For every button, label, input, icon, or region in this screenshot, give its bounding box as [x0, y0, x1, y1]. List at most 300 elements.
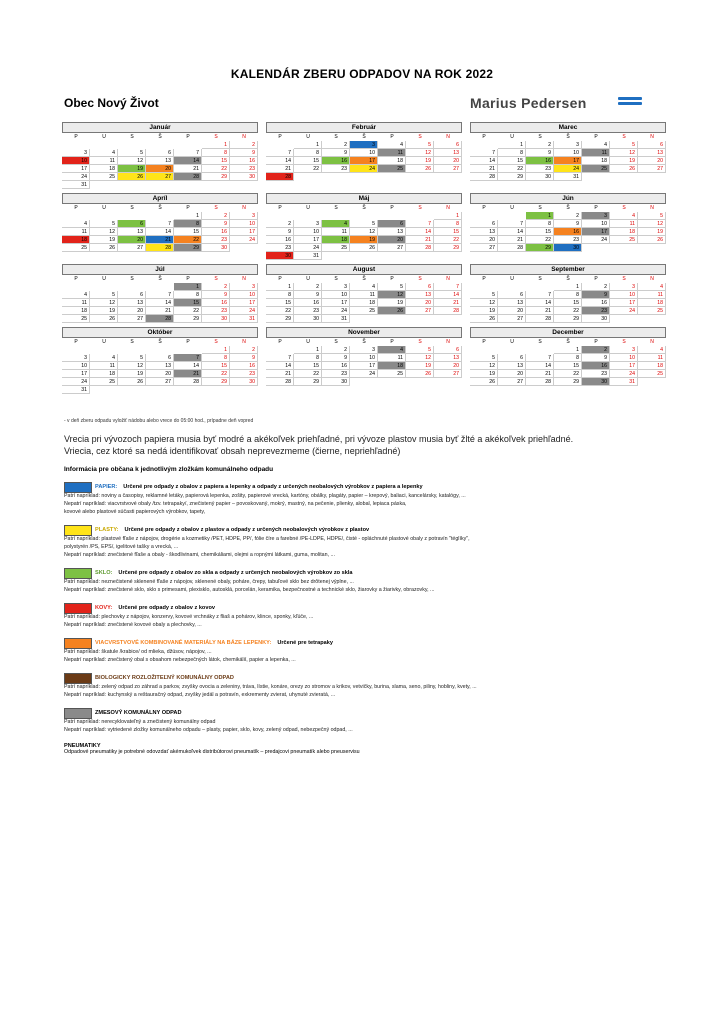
weekday-label: P	[278, 276, 282, 282]
day-cell: 30	[554, 244, 582, 252]
day-cell: 15	[554, 362, 582, 370]
day-cell: 24	[554, 165, 582, 173]
day-cell: 29	[526, 244, 554, 252]
day-cell: 10	[610, 291, 638, 299]
day-cell: 26	[406, 165, 434, 173]
day-cell: 13	[498, 362, 526, 370]
month-name: Máj	[266, 193, 462, 204]
day-cell: 22	[554, 370, 582, 378]
day-cell: 19	[470, 307, 498, 315]
day-cell: 24	[62, 173, 90, 181]
day-cell: 14	[526, 362, 554, 370]
weekday-label: S	[622, 134, 626, 140]
day-cell: 19	[118, 370, 146, 378]
weekday-label: N	[446, 205, 450, 211]
month-4	[62, 193, 258, 260]
day-cell: 14	[266, 362, 294, 370]
day-cell: 18	[638, 299, 666, 307]
day-cell: 24	[610, 370, 638, 378]
tires-title: PNEUMATIKY	[64, 743, 101, 749]
category-name: BIOLOGICKY ROZLOŽITEĽNÝ KOMUNÁLNY ODPAD	[95, 675, 234, 681]
empty-cell	[174, 346, 202, 354]
day-cell: 15	[294, 362, 322, 370]
day-cell: 4	[322, 220, 350, 228]
weekday-label: S	[622, 205, 626, 211]
day-cell: 15	[266, 299, 294, 307]
day-cell: 9	[202, 291, 230, 299]
weekday-label: P	[186, 134, 190, 140]
day-cell: 26	[470, 315, 498, 323]
day-cell: 24	[230, 307, 258, 315]
weekday-label: P	[74, 276, 78, 282]
weekday-label: S	[538, 134, 542, 140]
weekday-label: S	[418, 205, 422, 211]
day-cell: 6	[470, 220, 498, 228]
weekday-label: N	[650, 276, 654, 282]
day-cell: 17	[582, 228, 610, 236]
day-cell: 21	[174, 370, 202, 378]
category-line: Patrí napríklad: noviny a časopisy, reklamné letáky, papierová lepenka, zošity, papierové vrecká, kartóny, obálky, plagáty, papier – krepový, baliaci, kancelársky, katalógy, ...	[64, 493, 466, 499]
day-cell: 5	[638, 212, 666, 220]
day-cell: 28	[174, 378, 202, 386]
day-cell: 4	[638, 346, 666, 354]
empty-cell	[118, 212, 146, 220]
days-grid	[62, 283, 258, 323]
days-grid	[266, 212, 462, 260]
day-cell: 22	[202, 370, 230, 378]
day-cell: 25	[378, 370, 406, 378]
weekday-label: U	[510, 339, 514, 345]
day-cell: 16	[230, 157, 258, 165]
weekday-header	[470, 204, 666, 212]
day-cell: 12	[350, 228, 378, 236]
empty-cell	[378, 212, 406, 220]
day-cell: 11	[610, 220, 638, 228]
day-cell: 9	[322, 149, 350, 157]
weekday-label: Š	[362, 276, 366, 282]
day-cell: 18	[378, 362, 406, 370]
day-cell: 10	[230, 220, 258, 228]
day-cell: 27	[434, 370, 462, 378]
month-name: Júl	[62, 264, 258, 275]
month-5	[266, 193, 462, 260]
day-cell: 21	[526, 370, 554, 378]
empty-cell	[470, 283, 498, 291]
days-grid	[470, 283, 666, 323]
day-cell: 1	[174, 212, 202, 220]
weekday-label: S	[538, 339, 542, 345]
day-cell: 3	[230, 283, 258, 291]
day-cell: 17	[322, 299, 350, 307]
day-cell: 3	[582, 212, 610, 220]
day-cell: 26	[350, 244, 378, 252]
day-cell: 29	[294, 378, 322, 386]
day-cell: 8	[266, 291, 294, 299]
month-1	[62, 122, 258, 189]
day-cell: 21	[174, 165, 202, 173]
weekday-label: P	[74, 134, 78, 140]
day-cell: 12	[610, 149, 638, 157]
day-cell: 21	[498, 236, 526, 244]
day-cell: 27	[470, 244, 498, 252]
day-cell: 7	[526, 354, 554, 362]
weekday-label: Š	[158, 276, 162, 282]
month-12	[470, 327, 666, 394]
weekday-header	[62, 338, 258, 346]
day-cell: 2	[230, 141, 258, 149]
day-cell: 7	[266, 354, 294, 362]
empty-cell	[470, 141, 498, 149]
day-cell: 20	[406, 299, 434, 307]
day-cell: 10	[322, 291, 350, 299]
day-cell: 28	[174, 173, 202, 181]
weekday-label: U	[102, 205, 106, 211]
municipality-name: Obec Nový Život	[64, 96, 159, 110]
weekday-label: S	[538, 276, 542, 282]
weekday-label: Š	[158, 205, 162, 211]
day-cell: 27	[146, 378, 174, 386]
weekday-label: S	[334, 205, 338, 211]
category-name: ZMESOVÝ KOMUNÁLNY ODPAD	[95, 710, 182, 716]
weekday-label: P	[594, 339, 598, 345]
day-cell: 12	[406, 354, 434, 362]
day-cell: 22	[174, 236, 202, 244]
day-cell: 8	[554, 354, 582, 362]
category-header	[64, 482, 664, 492]
day-cell: 30	[230, 378, 258, 386]
day-cell: 23	[202, 307, 230, 315]
day-cell: 17	[350, 157, 378, 165]
day-cell: 23	[582, 307, 610, 315]
brand-name: Marius Pedersen	[470, 95, 587, 111]
day-cell: 28	[146, 315, 174, 323]
day-cell: 7	[146, 291, 174, 299]
day-cell: 20	[118, 307, 146, 315]
day-cell: 4	[62, 220, 90, 228]
empty-cell	[266, 141, 294, 149]
day-cell: 15	[434, 228, 462, 236]
day-cell: 18	[90, 165, 118, 173]
weekday-label: S	[334, 134, 338, 140]
day-cell: 3	[554, 141, 582, 149]
day-cell: 5	[350, 220, 378, 228]
day-cell: 18	[610, 228, 638, 236]
day-cell: 4	[90, 149, 118, 157]
day-cell: 27	[638, 165, 666, 173]
weekday-label: N	[650, 339, 654, 345]
day-cell: 1	[294, 141, 322, 149]
day-cell: 1	[266, 283, 294, 291]
day-cell: 19	[470, 370, 498, 378]
day-cell: 3	[62, 149, 90, 157]
day-cell: 12	[118, 362, 146, 370]
day-cell: 17	[230, 228, 258, 236]
month-2	[266, 122, 462, 189]
day-cell: 1	[434, 212, 462, 220]
day-cell: 30	[266, 252, 294, 260]
day-cell: 3	[610, 346, 638, 354]
day-cell: 25	[90, 173, 118, 181]
day-cell: 27	[434, 165, 462, 173]
day-cell: 22	[526, 236, 554, 244]
day-cell: 15	[294, 157, 322, 165]
day-cell: 25	[638, 370, 666, 378]
weekday-label: Š	[566, 276, 570, 282]
empty-cell	[62, 212, 90, 220]
category-name: VIACVRSTVOVÉ KOMBINOVANÉ MATERIÁLY NA BÁZE LEPENKY:	[95, 640, 272, 646]
day-cell: 26	[118, 173, 146, 181]
empty-cell	[526, 346, 554, 354]
day-cell: 23	[554, 236, 582, 244]
day-cell: 31	[554, 173, 582, 181]
day-cell: 27	[498, 378, 526, 386]
category-desc: Určené pre odpady z obalov z kovov	[118, 605, 215, 611]
day-cell: 16	[582, 299, 610, 307]
day-cell: 18	[582, 157, 610, 165]
day-cell: 5	[90, 220, 118, 228]
day-cell: 24	[350, 370, 378, 378]
day-cell: 11	[350, 291, 378, 299]
weekday-label: S	[622, 276, 626, 282]
day-cell: 28	[146, 244, 174, 252]
day-cell: 6	[406, 283, 434, 291]
day-cell: 14	[470, 157, 498, 165]
day-cell: 1	[202, 141, 230, 149]
weekday-header	[266, 133, 462, 141]
day-cell: 28	[526, 378, 554, 386]
day-cell: 6	[498, 291, 526, 299]
day-cell: 24	[610, 307, 638, 315]
empty-cell	[266, 212, 294, 220]
day-cell: 22	[294, 165, 322, 173]
day-cell: 3	[350, 346, 378, 354]
waste-category	[64, 708, 664, 734]
day-cell: 18	[90, 370, 118, 378]
empty-cell	[90, 212, 118, 220]
day-cell: 6	[118, 291, 146, 299]
day-cell: 24	[350, 165, 378, 173]
day-cell: 27	[118, 244, 146, 252]
weekday-label: P	[278, 134, 282, 140]
day-cell: 17	[610, 299, 638, 307]
days-grid	[266, 346, 462, 386]
weekday-label: Š	[566, 205, 570, 211]
tires-section	[64, 743, 664, 755]
day-cell: 13	[406, 291, 434, 299]
day-cell: 8	[554, 291, 582, 299]
weekday-label: P	[482, 276, 486, 282]
day-cell: 1	[526, 212, 554, 220]
weekday-label: U	[306, 339, 310, 345]
empty-cell	[90, 346, 118, 354]
day-cell: 29	[202, 173, 230, 181]
day-cell: 9	[202, 220, 230, 228]
day-cell: 28	[470, 173, 498, 181]
day-cell: 17	[62, 370, 90, 378]
month-name: August	[266, 264, 462, 275]
category-header	[64, 708, 664, 718]
waste-category	[64, 482, 664, 516]
day-cell: 6	[638, 141, 666, 149]
day-cell: 10	[62, 362, 90, 370]
month-name: Marec	[470, 122, 666, 133]
month-name: Apríl	[62, 193, 258, 204]
day-cell: 29	[202, 378, 230, 386]
day-cell: 13	[434, 354, 462, 362]
weekday-label: S	[334, 276, 338, 282]
day-cell: 14	[146, 299, 174, 307]
empty-cell	[62, 346, 90, 354]
day-cell: 18	[638, 362, 666, 370]
weekday-label: S	[130, 205, 134, 211]
day-cell: 25	[610, 236, 638, 244]
day-cell: 11	[378, 354, 406, 362]
day-cell: 20	[498, 370, 526, 378]
category-line: Nepatrí napríklad: viacvrstvové obaly /tzv. tetrapaky/, znečistený papier – povoskovaný, mokrý, mastný, na pečenie, plienky, alobal, lepiaca páska,	[64, 501, 407, 507]
day-cell: 8	[174, 220, 202, 228]
waste-category	[64, 638, 664, 664]
day-cell: 8	[434, 220, 462, 228]
weekday-label: P	[482, 339, 486, 345]
empty-cell	[90, 141, 118, 149]
weekday-label: S	[418, 276, 422, 282]
day-cell: 17	[294, 236, 322, 244]
waste-category	[64, 525, 664, 559]
day-cell: 31	[230, 315, 258, 323]
empty-cell	[498, 346, 526, 354]
day-cell: 19	[378, 299, 406, 307]
empty-cell	[90, 283, 118, 291]
color-swatch	[64, 482, 92, 493]
day-cell: 20	[118, 236, 146, 244]
category-line: Patrí napríklad: škatule /krabice/ od mlieka, džúsov, nápojov, ...	[64, 649, 212, 655]
empty-cell	[498, 283, 526, 291]
day-cell: 1	[554, 283, 582, 291]
day-cell: 20	[146, 165, 174, 173]
weekday-label: S	[214, 339, 218, 345]
day-cell: 15	[554, 299, 582, 307]
day-cell: 8	[526, 220, 554, 228]
day-cell: 7	[174, 354, 202, 362]
day-cell: 25	[350, 307, 378, 315]
day-cell: 6	[146, 354, 174, 362]
day-cell: 2	[582, 346, 610, 354]
day-cell: 5	[406, 141, 434, 149]
day-cell: 30	[582, 315, 610, 323]
day-cell: 15	[202, 362, 230, 370]
day-cell: 14	[174, 362, 202, 370]
day-cell: 19	[118, 165, 146, 173]
empty-cell	[174, 141, 202, 149]
day-cell: 25	[90, 378, 118, 386]
weekday-label: S	[214, 276, 218, 282]
category-desc: Určené pre odpady z obalov zo skla a odpady z určených neobalových výrobkov zo skla	[118, 570, 353, 576]
category-desc: Určené pre odpady z obalov z plastov a odpady z určených neobalových výrobkov z plastov	[124, 527, 370, 533]
day-cell: 20	[146, 370, 174, 378]
day-cell: 13	[470, 228, 498, 236]
day-cell: 10	[350, 354, 378, 362]
day-cell: 21	[266, 165, 294, 173]
category-line: Patrí napríklad: zelený odpad zo záhrad a parkov, zvyšky ovocia a zeleniny, tráva, lístie, konáre, orezy zo stromov a krikov, vetvičky, burina, slama, seno, piliny, hobliny, kvety, ...	[64, 684, 477, 690]
day-cell: 23	[322, 370, 350, 378]
day-cell: 10	[294, 228, 322, 236]
day-cell: 19	[350, 236, 378, 244]
day-cell: 8	[202, 149, 230, 157]
weekday-label: U	[510, 134, 514, 140]
day-cell: 24	[294, 244, 322, 252]
day-cell: 19	[610, 157, 638, 165]
days-grid	[62, 212, 258, 252]
weekday-label: Š	[158, 134, 162, 140]
empty-cell	[294, 212, 322, 220]
day-cell: 9	[266, 228, 294, 236]
weekday-label: P	[390, 276, 394, 282]
day-cell: 23	[526, 165, 554, 173]
day-cell: 14	[434, 291, 462, 299]
day-cell: 25	[322, 244, 350, 252]
category-line: Patrí napríklad: neznečistené sklenené fľaše z nápojov, sklenené obaly, poháre, črepy, tabuľové sklo bez drôtenej výplne, ...	[64, 579, 354, 585]
empty-cell	[118, 346, 146, 354]
day-cell: 22	[266, 307, 294, 315]
weekday-label: Š	[566, 339, 570, 345]
day-cell: 27	[118, 315, 146, 323]
info-heading: Informácia pre občana k jednotlivým zložkám komunálneho odpadu	[64, 466, 274, 473]
day-cell: 9	[582, 354, 610, 362]
day-cell: 17	[62, 165, 90, 173]
day-cell: 24	[582, 236, 610, 244]
day-cell: 9	[294, 291, 322, 299]
day-cell: 13	[498, 299, 526, 307]
day-cell: 4	[62, 291, 90, 299]
day-cell: 4	[90, 354, 118, 362]
day-cell: 21	[266, 370, 294, 378]
category-line: Patrí napríklad: plastové fľaše z nápojov, drogérie a kozmetiky /PET, HDPE, PP/, fólie číre a farebné /PE-LDPE, HDPE/, čisté - opláchnuté plastové obaly z potravín "téglíky",	[64, 536, 470, 542]
day-cell: 20	[434, 362, 462, 370]
day-cell: 5	[470, 354, 498, 362]
day-cell: 30	[202, 244, 230, 252]
weekday-label: S	[130, 134, 134, 140]
day-cell: 26	[90, 244, 118, 252]
day-cell: 23	[230, 370, 258, 378]
day-cell: 11	[638, 291, 666, 299]
day-cell: 22	[434, 236, 462, 244]
day-cell: 26	[470, 378, 498, 386]
day-cell: 25	[378, 165, 406, 173]
day-cell: 17	[610, 362, 638, 370]
day-cell: 9	[230, 149, 258, 157]
weekday-label: P	[390, 339, 394, 345]
day-cell: 3	[322, 283, 350, 291]
weekday-label: S	[130, 276, 134, 282]
day-cell: 19	[406, 157, 434, 165]
color-swatch	[64, 525, 92, 536]
day-cell: 10	[582, 220, 610, 228]
day-cell: 26	[378, 307, 406, 315]
day-cell: 18	[62, 236, 90, 244]
month-name: Január	[62, 122, 258, 133]
day-cell: 31	[62, 181, 90, 189]
day-cell: 12	[378, 291, 406, 299]
days-grid	[62, 141, 258, 189]
day-cell: 3	[610, 283, 638, 291]
empty-cell	[118, 283, 146, 291]
waste-category	[64, 568, 664, 594]
day-cell: 1	[294, 346, 322, 354]
month-7	[62, 264, 258, 323]
day-cell: 7	[498, 220, 526, 228]
day-cell: 11	[62, 228, 90, 236]
day-cell: 2	[322, 346, 350, 354]
